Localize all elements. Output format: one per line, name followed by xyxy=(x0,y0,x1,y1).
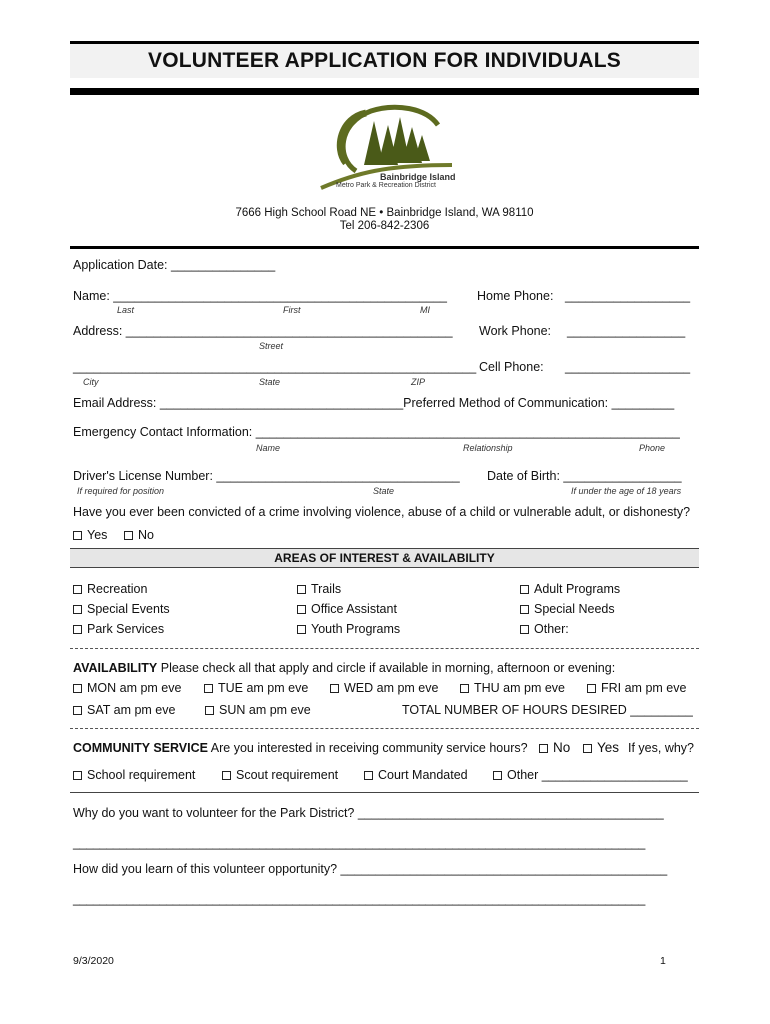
section-divider xyxy=(70,728,699,729)
section-rule xyxy=(70,246,699,249)
interest-park-services[interactable]: Park Services xyxy=(73,622,164,636)
interest-youth-programs[interactable]: Youth Programs xyxy=(297,622,400,636)
footer-date: 9/3/2020 xyxy=(73,955,114,967)
name-first-caption: First xyxy=(283,305,301,315)
interest-adult-programs[interactable]: Adult Programs xyxy=(520,582,620,596)
checkbox-icon[interactable] xyxy=(205,706,214,715)
cell-phone-field[interactable]: __________________ xyxy=(565,360,691,374)
address-field[interactable]: Address: _______________________________________________ xyxy=(73,324,453,338)
availability-instruction: AVAILABILITY Please check all that apply and circle if available in morning, afternoon or evening: xyxy=(73,661,616,675)
city-caption: City xyxy=(83,377,99,387)
checkbox-icon[interactable] xyxy=(587,684,596,693)
emergency-contact-field[interactable]: Emergency Contact Information: _____________________________________________________________ xyxy=(73,425,680,439)
license-state-caption: State xyxy=(373,486,395,496)
community-school-requirement[interactable]: School requirement xyxy=(73,768,195,782)
community-yes-option[interactable]: Yes xyxy=(583,740,619,755)
checkbox-icon[interactable] xyxy=(73,605,82,614)
work-phone-field[interactable]: _________________ xyxy=(567,324,686,338)
why-volunteer-field[interactable]: Why do you want to volunteer for the Park District? ____________________________________________ xyxy=(73,806,664,820)
checkbox-icon[interactable] xyxy=(73,771,82,780)
zip-caption: ZIP xyxy=(411,377,426,387)
interest-recreation[interactable]: Recreation xyxy=(73,582,147,596)
checkbox-icon[interactable] xyxy=(297,625,306,634)
checkbox-icon[interactable] xyxy=(73,684,82,693)
availability-sun[interactable]: SUN am pm eve xyxy=(205,703,311,717)
checkbox-icon[interactable] xyxy=(539,744,548,753)
community-scout-requirement[interactable]: Scout requirement xyxy=(222,768,338,782)
home-phone-label: Home Phone: xyxy=(477,289,554,303)
address-line: 7666 High School Road NE • Bainbridge Island, WA 98110 xyxy=(235,207,534,219)
community-no-option[interactable]: No xyxy=(539,740,570,755)
conviction-no-option[interactable]: No xyxy=(124,528,154,542)
phone-line: Tel 206-842-2306 xyxy=(339,220,430,232)
total-hours-field[interactable]: TOTAL NUMBER OF HOURS DESIRED _________ xyxy=(402,703,693,717)
street-caption: Street xyxy=(259,341,284,351)
conviction-yes-option[interactable]: Yes xyxy=(73,528,107,542)
title-bottom-rule xyxy=(70,88,699,95)
checkbox-icon[interactable] xyxy=(73,585,82,594)
why-volunteer-answer-line[interactable]: ______________________________________________________________________________________ xyxy=(73,836,646,850)
email-and-communication-field[interactable]: Email Address: ___________________________________Preferred Method of Communication: _________ xyxy=(73,396,675,410)
checkbox-icon[interactable] xyxy=(297,605,306,614)
license-note-caption: If required for position xyxy=(77,486,165,496)
name-mi-caption: MI xyxy=(420,305,430,315)
drivers-license-field[interactable]: Driver's License Number: ___________________________________ xyxy=(73,469,460,483)
community-service-question: COMMUNITY SERVICE Are you interested in receiving community service hours? xyxy=(73,741,528,755)
availability-mon[interactable]: MON am pm eve xyxy=(73,681,181,695)
checkbox-icon[interactable] xyxy=(330,684,339,693)
availability-fri[interactable]: FRI am pm eve xyxy=(587,681,686,695)
community-other[interactable]: Other _____________________ xyxy=(493,768,688,782)
interest-other[interactable]: Other: xyxy=(520,622,569,636)
logo-text-line2: Metro Park & Recreation District xyxy=(336,182,436,189)
checkbox-icon[interactable] xyxy=(583,744,592,753)
date-of-birth-field[interactable]: Date of Birth: _________________ xyxy=(487,469,682,483)
emergency-relationship-caption: Relationship xyxy=(463,443,513,453)
checkbox-icon[interactable] xyxy=(124,531,133,540)
checkbox-icon[interactable] xyxy=(222,771,231,780)
section-divider xyxy=(70,792,699,793)
interest-trails[interactable]: Trails xyxy=(297,582,341,596)
checkbox-icon[interactable] xyxy=(73,625,82,634)
section-divider xyxy=(70,648,699,649)
cell-phone-label: Cell Phone: xyxy=(479,360,544,374)
logo-text-line1: Bainbridge Island xyxy=(380,172,456,182)
interest-office-assistant[interactable]: Office Assistant xyxy=(297,602,397,616)
interest-special-events[interactable]: Special Events xyxy=(73,602,170,616)
work-phone-label: Work Phone: xyxy=(479,324,552,338)
home-phone-field[interactable]: __________________ xyxy=(565,289,691,303)
emergency-phone-caption: Phone xyxy=(639,443,666,453)
availability-thu[interactable]: THU am pm eve xyxy=(460,681,565,695)
checkbox-icon[interactable] xyxy=(460,684,469,693)
checkbox-icon[interactable] xyxy=(297,585,306,594)
availability-sat[interactable]: SAT am pm eve xyxy=(73,703,175,717)
checkbox-icon[interactable] xyxy=(73,706,82,715)
checkbox-icon[interactable] xyxy=(520,605,529,614)
how-learned-field[interactable]: How did you learn of this volunteer opportunity? _______________________________________________ xyxy=(73,862,668,876)
page-number: 1 xyxy=(660,955,666,967)
checkbox-icon[interactable] xyxy=(73,531,82,540)
community-why-label: If yes, why? xyxy=(628,741,694,755)
checkbox-icon[interactable] xyxy=(204,684,213,693)
dob-note-caption: If under the age of 18 years xyxy=(571,486,682,496)
areas-of-interest-heading: AREAS OF INTEREST & AVAILABILITY xyxy=(70,548,699,568)
checkbox-icon[interactable] xyxy=(493,771,502,780)
checkbox-icon[interactable] xyxy=(520,625,529,634)
community-court-mandated[interactable]: Court Mandated xyxy=(364,768,468,782)
city-state-zip-field[interactable]: __________________________________________________________ xyxy=(73,360,477,374)
availability-wed[interactable]: WED am pm eve xyxy=(330,681,438,695)
name-last-caption: Last xyxy=(117,305,135,315)
conviction-question: Have you ever been convicted of a crime involving violence, abuse of a child or vulnerable adult, or dishonesty? xyxy=(73,505,691,519)
interest-special-needs[interactable]: Special Needs xyxy=(520,602,615,616)
page-title: VOLUNTEER APPLICATION FOR INDIVIDUALS xyxy=(70,44,699,78)
availability-tue[interactable]: TUE am pm eve xyxy=(204,681,308,695)
how-learned-answer-line[interactable]: ______________________________________________________________________________________ xyxy=(73,892,646,906)
checkbox-icon[interactable] xyxy=(364,771,373,780)
checkbox-icon[interactable] xyxy=(520,585,529,594)
state-caption: State xyxy=(259,377,281,387)
application-date-field[interactable]: Application Date: _______________ xyxy=(73,258,276,272)
emergency-name-caption: Name xyxy=(256,443,281,453)
name-field[interactable]: Name: ________________________________________________ xyxy=(73,289,447,303)
